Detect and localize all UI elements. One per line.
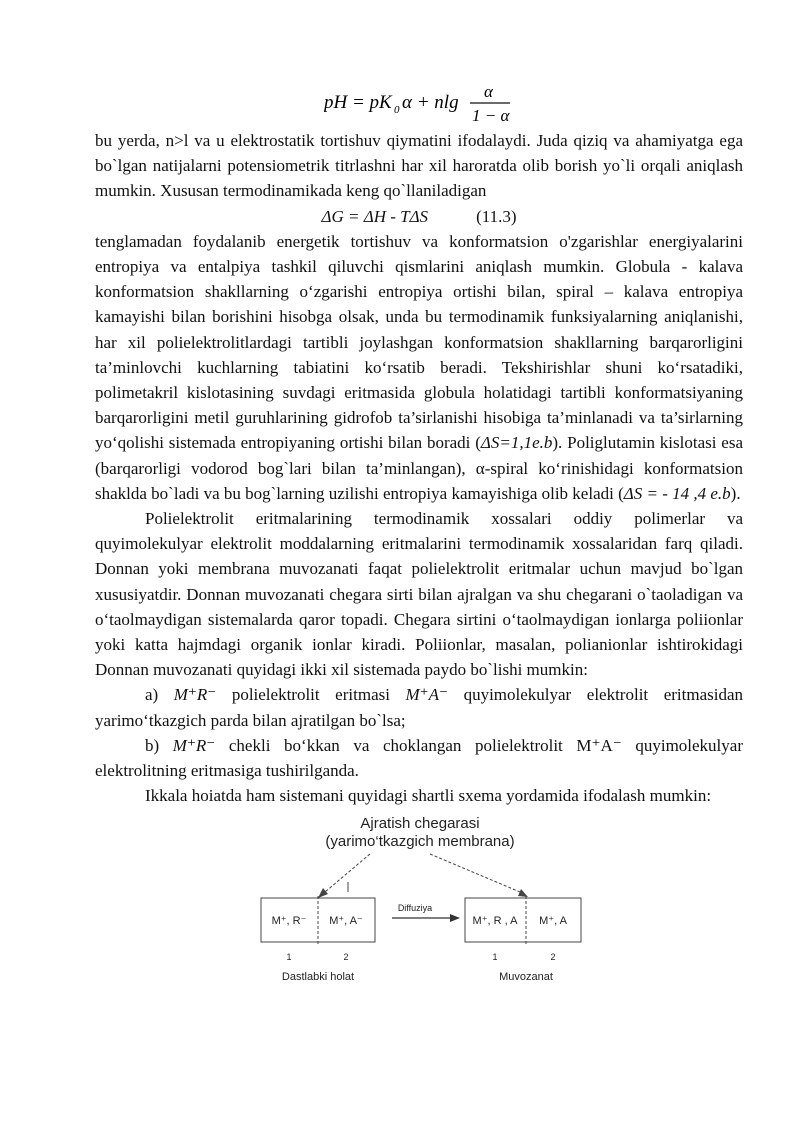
right-number-1: 1 (492, 952, 498, 963)
paragraph-case-a (95, 682, 743, 732)
case-b-mid: chekli bo‘kkan va choklangan polielektrolit (215, 735, 577, 755)
paragraph-4: Ikkala hoiatda ham sistemani quyidagi shartli sxema yordamida ifodalash mumkin: (145, 786, 712, 806)
case-a-chem-2: M⁺A⁻ (405, 685, 449, 705)
case-a-chem-1: M⁺R⁻ (173, 685, 217, 705)
right-number-2: 2 (550, 952, 556, 963)
case-a-end: quyimolekulyar elektrolit eritmasidan yarimo‘tkazgich parda bilan ajratilgan bo`lsa; (95, 685, 743, 730)
left-cell-2-label: M⁺, A⁻ (329, 915, 363, 928)
formula-numerator: α (484, 82, 493, 101)
diagram-title-line2: (yarimo‘tkazgich membrana) (325, 833, 515, 851)
ph-formula-graphic (324, 80, 514, 126)
diagram-title-line1: Ajratish chegarasi (360, 815, 480, 833)
document-page (95, 80, 743, 1000)
formula-mid: α + nlg (402, 92, 459, 113)
right-cell-1-label: M⁺, R , A (472, 915, 518, 928)
pointer-arrowhead-left (318, 888, 328, 898)
left-number-1: 1 (286, 952, 292, 963)
arrow-label: Diffuziya (397, 903, 433, 914)
entropy-value-1: ΔS=1,1e.b (480, 433, 553, 453)
pointer-arrowhead-right (518, 889, 528, 897)
paragraph-2-text-c: ). (730, 483, 741, 503)
paragraph-2 (95, 229, 743, 506)
donnan-diagram-graphic (0, 810, 800, 1000)
case-b-chem-1: M⁺R⁻ (172, 735, 216, 755)
left-caption: Dastlabki holat (281, 971, 355, 984)
ph-formula (95, 80, 743, 126)
equation-text: ΔG = ΔH - TΔS (321, 206, 429, 226)
formula-subscript: 0 (394, 104, 400, 116)
formula-lhs: pH = pK (324, 92, 392, 113)
formula-denominator: 1 − α (472, 106, 510, 125)
paragraph-2-text-a: tenglamadan foydalanib energetik tortishuv va konformatsion o'zgarishlar energiyalarini entropiya va entalpiya tashkil qiluvchi qismlarini aniqlash mumkin. Globula - kalava konformatsion shakllarning o‘zgarishi entropiya ortishi bilan, spiral – kalava entropiya kamayishi bilan borishini hisobga olsak, unda bu termodinamik funksiyalarning aniqlanishi, har xil polielektrolitlardagi tartibli joylashgan konformatsion shakllarning barqarorligini ta’minlovchi kuchlarning tabiatini ko‘rsatib beradi. Tekshirishlar shuni ko‘rsatadiki, polimetakril kislotasining suvdagi eritmasida globula holatidagi tartibli konformatsiyaning barqarorligini metil guruhlarining gidrofob ta’sirlanishi hisobiga ta’minlanadi va ta’sirlarning yo‘qolishi sistemada entropiyaning ortishi bilan boradi ( (95, 231, 743, 453)
left-cell-1-label: M⁺, R⁻ (271, 915, 307, 928)
paragraph-2-text-b: ). Poliglutamin kislotasi esa (barqarorligi vodorod bog`lari bilan ta’minlangan), α-spiral ko‘rinishidagi konformatsion shaklda bo`ladi va bu bog`larning uzilishi entropiya kamayishiga olib keladi ( (95, 433, 743, 503)
case-b-label: b) (145, 735, 173, 755)
case-b-end: quyimolekulyar elektrolitning eritmasiga tushirilganda. (95, 735, 743, 781)
pointer-line-right (430, 854, 520, 892)
left-number-2: 2 (343, 952, 349, 963)
diffusion-arrowhead (450, 914, 460, 922)
entropy-value-2: ΔS = - 14 ,4 e.b (623, 483, 731, 503)
donnan-diagram (0, 810, 800, 1000)
case-a-label: a) (145, 685, 174, 705)
paragraph-1: bu yerda, n>l va u elektrostatik tortishuv qiymatini ifodalaydi. Juda qiziq va ahamiyatga ega bo`lgan natijalarni potensiometrik titrlashni har xil haroratda olib borish yo`li orqali aniqlash mumkin. Xususan termodinamikada keng qo`llaniladigan (95, 131, 743, 201)
equation-11-3 (95, 204, 743, 229)
case-a-mid: polielektrolit eritmasi (216, 685, 406, 705)
right-caption: Muvozanat (499, 971, 553, 984)
paragraph-case-b (95, 733, 743, 783)
right-cell-2-label: M⁺, A (539, 915, 567, 928)
case-b-chem-2: M⁺A⁻ (576, 735, 622, 755)
paragraph-3: Polielektrolit eritmalarining termodinamik xossalari oddiy polimerlar va quyimolekulyar elektrolit moddalarning eritmalarini termodinamik xossalaridan farq qiladi. Donnan yoki membrana muvozanati faqat polielektrolit eritmalar uchun mavjud bo`lgan xususiyatdir. Donnan muvozanati chegara sirti bilan ajralgan va shu chegarani o`taoladigan va o‘taolmaydigan sistemalarda qaror topadi. Chegara sirtini o‘taolmaydigan ionlarga poliionlar yoki katta hajmdagi organik ionlar kiradi. Poliionlar, masalan, polianionlar ishtirokidagi Donnan muvozanati quyidagi ikki xil sistemada paydo bo`lishi mumkin: (95, 509, 743, 680)
equation-number: (11.3) (476, 206, 517, 226)
